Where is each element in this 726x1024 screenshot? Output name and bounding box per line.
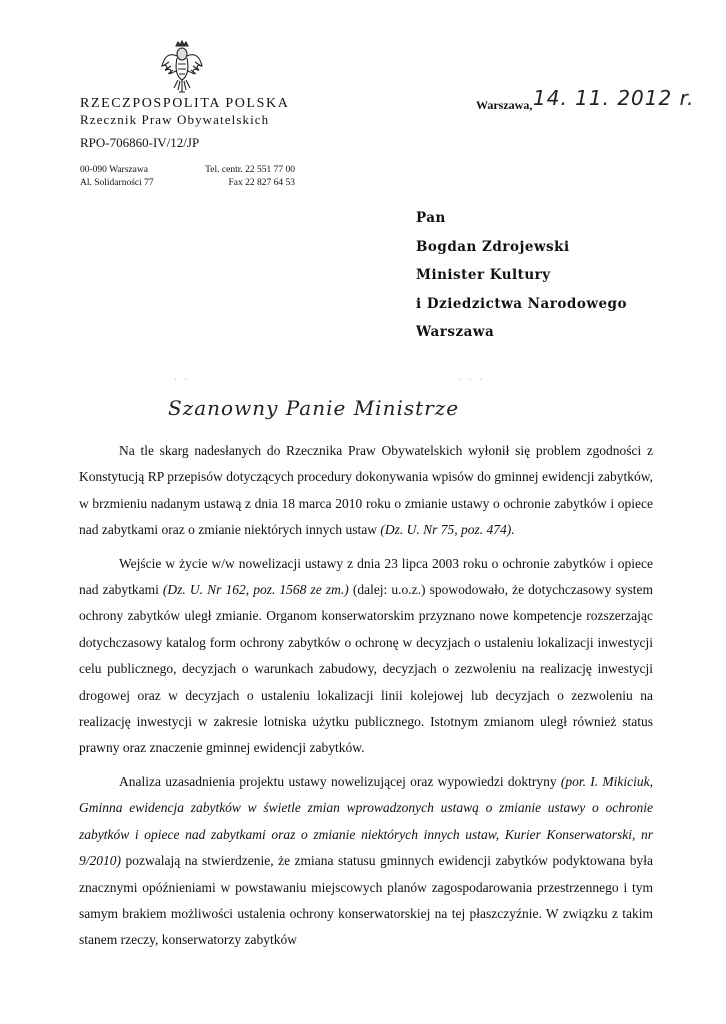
paragraph bbox=[79, 769, 653, 954]
letter-body bbox=[79, 438, 653, 954]
paragraph bbox=[79, 551, 653, 762]
body-text: (dalej: u.o.z.) spowodowało, że dotychczasowy system ochrony zabytków uległ zmianie. Organom konserwatorskim przyznano nowe kompetencje rozszerzając dotychczasowy katalog form ochrony zabytków o ochronę w decyzjach o ustaleniu lokalizacji inwestycji celu publicznego, decyzjach o warunkach zabudowy, decyzjach o zezwoleniu na realizację inwestycji drogowej oraz w decyzjach o ustaleniu lokalizacji linii kolejowej lub decyzjach o zezwoleniu na realizację inwestycji w zakresie lotniska użytku publicznego. Istotnym zmianom uległ również status prawny oraz znaczenie gminnej ewidencji zabytków. bbox=[79, 582, 653, 756]
organization-subtitle: Rzecznik Praw Obywatelskich bbox=[80, 112, 270, 127]
scan-artifact: · · · bbox=[458, 375, 485, 384]
paragraph bbox=[79, 438, 653, 544]
body-text: pozwalają na stwierdzenie, że zmiana statusu gminnych ewidencji zabytków podyktowana była znacznymi opóźnieniami w powstawaniu miejscowych planów zagospodarowania przestrzennego i tym samym brakiem możliwości ustalenia ochrony konserwatorskiej na tej płaszczyźnie. W związku z takim stanem rzeczy, konserwatorzy zabytków bbox=[79, 853, 653, 948]
recipient-line: Bogdan Zdrojewski bbox=[416, 238, 570, 255]
scan-artifact: · · bbox=[174, 375, 191, 384]
handwritten-greeting: Szanowny Panie Ministrze bbox=[168, 396, 460, 420]
contact-block bbox=[195, 164, 295, 190]
phone-number: Tel. centr. 22 551 77 00 bbox=[205, 165, 295, 175]
emblem-eagle-icon bbox=[160, 40, 204, 96]
body-text: Na tle skarg nadesłanych do Rzecznika Praw Obywatelskich wyłonił się problem zgodności z Konstytucją RP przepisów dotyczących procedury dokonywania wpisów do gminnej ewidencji zabytków, w brzmieniu nadanym ustawą z dnia 18 marca 2010 roku o zmianie ustawy o ochronie zabytków i opiece nad zabytkami oraz o zmianie niektórych innych ustaw bbox=[79, 443, 653, 538]
body-text: Analiza uzasadnienia projektu ustawy nowelizującej oraz wypowiedzi doktryny bbox=[119, 773, 561, 789]
citation-text: (Dz. U. Nr 75, poz. 474). bbox=[380, 522, 515, 538]
citation-text: (por. I. Mikiciuk, Gminna ewidencja zabytków w świetle zmian wprowadzonych ustawą o zmianie ustawy o ochronie zabytków i opiece nad zabytkami oraz o zmianie niektórych innych ustaw, Kurier Konserwatorski, nr 9/2010) bbox=[79, 773, 653, 869]
address-line: 00-090 Warszawa bbox=[80, 165, 148, 175]
recipient-line: Pan bbox=[416, 210, 446, 226]
recipient-block bbox=[416, 204, 627, 347]
organization-name: RZECZPOSPOLITA POLSKA bbox=[80, 96, 290, 111]
handwritten-date: 14. 11. 2012 r. bbox=[533, 86, 695, 110]
recipient-line: Minister Kultury bbox=[416, 267, 551, 283]
fax-number: Fax 22 827 64 53 bbox=[228, 178, 295, 188]
reference-number: RPO-706860-IV/12/JP bbox=[80, 135, 200, 150]
citation-text: (Dz. U. Nr 162, poz. 1568 ze zm.) bbox=[162, 582, 349, 598]
recipient-line: Warszawa bbox=[416, 324, 495, 340]
date-place: Warszawa, bbox=[476, 98, 533, 112]
address-line: Al. Solidarności 77 bbox=[80, 178, 154, 188]
body-text: Wejście w życie w/w nowelizacji ustawy z dnia 23 lipca 2003 roku o ochronie zabytków i opiece nad zabytkami bbox=[79, 555, 653, 598]
address-block bbox=[80, 164, 154, 190]
recipient-line: i Dziedzictwa Narodowego bbox=[416, 295, 627, 312]
